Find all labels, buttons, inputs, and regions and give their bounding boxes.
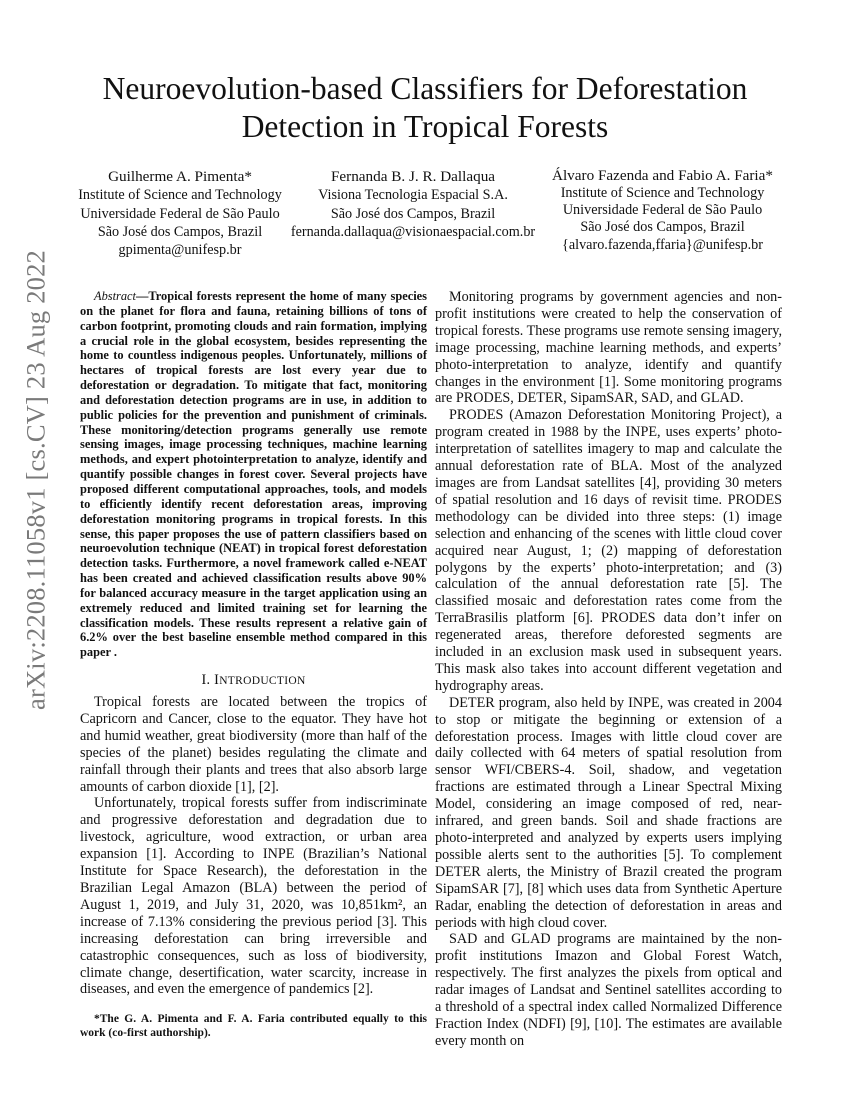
- paper-title: [60, 70, 790, 146]
- author-email: fernanda.dallaqua@visionaespacial.com.br: [290, 223, 536, 240]
- abstract-text: —Tropical forests represent the home of many species on the planet for flora and fauna, retaining billions of tons of carbon footprint, promoting clouds and rain formation, implying a crucial role in the global ecosystem, besides representing the home to countless indigenous peoples. Unfortunately, millions of hectares of tropical forests are lost every year due to deforestation or degradation. To mitigate that fact, monitoring and deforestation detection programs are in use, in addition to public policies for the prevention and punishment of criminals. These monitoring/detection programs generally use remote sensing images, image processing techniques, machine learning methods, and expert photointerpretation to analyze, identify and quantify possible changes in forest cover. Several projects have proposed different computational approaches, tools, and models to efficiently identify recent deforestation areas, improving deforestation monitoring programs in tropical forests. In this sense, this paper proposes the use of pattern classifiers based on neuroevolution technique (NEAT) in tropical forest deforestation detection tasks. Furthermore, a novel framework called e-NEAT has been created and achieved classification results above 90% for balanced accuracy measure in the target application using an extremely reduced and limited training set for learning the classification models. These results represent a relative gain of 6.2% over the best baseline ensemble method compared in this paper .: [80, 289, 427, 660]
- section-title-initial: I: [214, 672, 220, 689]
- author-block-2: [288, 168, 538, 241]
- author-email: gpimenta@unifesp.br: [118, 242, 242, 259]
- abstract-label: Abstract: [94, 289, 136, 303]
- author-affiliation-line: Visiona Tecnologia Espacial S.A.: [318, 187, 508, 204]
- title-line-2: Detection in Tropical Forests: [241, 109, 609, 144]
- body-paragraph: DETER program, also held by INPE, was created in 2004 to stop or mitigate the beginning or extension of a deforestation process. Images with little cloud cover are daily collected with 64 meters of spatial resolution from sensor WFI/CBERS-4. Soil, shadow, and vegetation fractions are estimated through a Linear Spectral Mixing Model, considering an image composed of red, near-infrared, and green bands. Soil and shade fractions are photo-interpreted and analyzed by experts users implying possible alerts sent to the authorities [5]. To complement DETER alerts, the Ministry of Brazil created the program SipamSAR [7], [8] which uses data from Synthetic Aperture Radar, enabling the detection of deforestation in areas and periods with high cloud cover.: [435, 694, 782, 931]
- body-paragraph: Tropical forests are located between the tropics of Capricorn and Cancer, close to the equator. They have hot and humid weather, great biodiversity (more than half of the species of the planet) besides regulating the climate and rainfall through their plants and trees that also absorb large amounts of carbon dioxide [1], [2].: [80, 694, 427, 795]
- author-affiliation-line: Institute of Science and Technology: [560, 185, 765, 202]
- left-column: [80, 289, 427, 1040]
- footnote-co-first-authorship: *The G. A. Pimenta and F. A. Faria contributed equally to this work (co-first authorship).: [80, 1013, 427, 1040]
- section-numeral: I.: [201, 672, 211, 689]
- author-affiliation-line: São José dos Campos, Brazil: [330, 205, 496, 222]
- body-paragraph: PRODES (Amazon Deforestation Monitoring Project), a program created in 1988 by the INPE, uses experts’ photo-interpretation of satellites imagery to map and calculate the annual deforestation rate of BLA. Most of the analyzed images are from Landsat satellites [4], providing 30 meters of spatial resolution and 16 days of revisit time. PRODES methodology can be divided into three steps: (1) image selection and enhancing of the scenes with little cloud cover acquired near August, 1; (2) mapping of deforestation polygons by the experts’ photo-interpretation; and (3) calculation of the annual deforestation rate [5]. The classified mosaic and deforestation rates come from the TerraBrasilis platform [6]. PRODES data don’t infer on regenerated areas, therefore deforested segments are included in an exclusion mask used in subsequent years. This mask also takes into account different vegetation and hydrography areas.: [435, 407, 782, 694]
- body-paragraph: SAD and GLAD programs are maintained by the non-profit institutions Imazon and Global Forest Watch, respectively. The first analyzes the pixels from optical and radar images of Landsat and Sentinel satellites according to a threshold of a spectral index called Normalized Difference Fraction Index (NDFI) [9], [10]. The estimates are available every month on: [435, 931, 782, 1049]
- author-name: Fernanda B. J. R. Dallaqua: [330, 168, 496, 185]
- author-affiliation-line: Universidade Federal de São Paulo: [80, 205, 280, 222]
- author-block-1: [65, 168, 295, 259]
- author-name: Álvaro Fazenda and Fabio A. Faria*: [551, 167, 773, 184]
- body-paragraph: Unfortunately, tropical forests suffer from indiscriminate and progressive deforestation and degradation due to livestock, agriculture, wood extraction, or urban area expansion [1]. According to INPE (Brazilian’s National Institute for Space Research), the deforestation in the Brazilian Legal Amazon (BLA) between the period of August 1, 2019, and July 31, 2020, was 10,851km², an increase of 7.13% considering the previous period [3]. This increasing deforestation can bring irreversible and catastrophic consequences, such as loss of biodiversity, climate change, desertification, water scarcity, increase in diseases, and even the emergence of pandemics [2].: [80, 795, 427, 998]
- abstract: [80, 289, 427, 660]
- author-block-3: [540, 167, 785, 255]
- author-affiliation-line: Universidade Federal de São Paulo: [562, 202, 763, 219]
- author-email: {alvaro.fazenda,ffaria}@unifesp.br: [562, 237, 763, 254]
- author-name: Guilherme A. Pimenta*: [108, 168, 252, 185]
- author-affiliation-line: São José dos Campos, Brazil: [97, 223, 263, 240]
- body-paragraph: Monitoring programs by government agencies and non-profit institutions were created to help the conservation of tropical forests. These programs use remote sensing imagery, image processing, machine learning methods, and experts’ photo-interpretation to analyze, identify and quantify changes in the environment [1]. Some monitoring programs are PRODES, DETER, SipamSAR, SAD, and GLAD.: [435, 289, 782, 407]
- section-heading-introduction: [80, 672, 427, 690]
- section-title-rest: NTRODUCTION: [219, 675, 306, 688]
- title-line-1: Neuroevolution-based Classifiers for Deforestation: [102, 71, 748, 106]
- right-column: [435, 289, 782, 1050]
- author-affiliation-line: São José dos Campos, Brazil: [580, 219, 745, 236]
- arxiv-identifier-stamp: arXiv:2208.11058v1 [cs.CV] 23 Aug 2022: [20, 249, 51, 711]
- author-affiliation-line: Institute of Science and Technology: [78, 187, 282, 204]
